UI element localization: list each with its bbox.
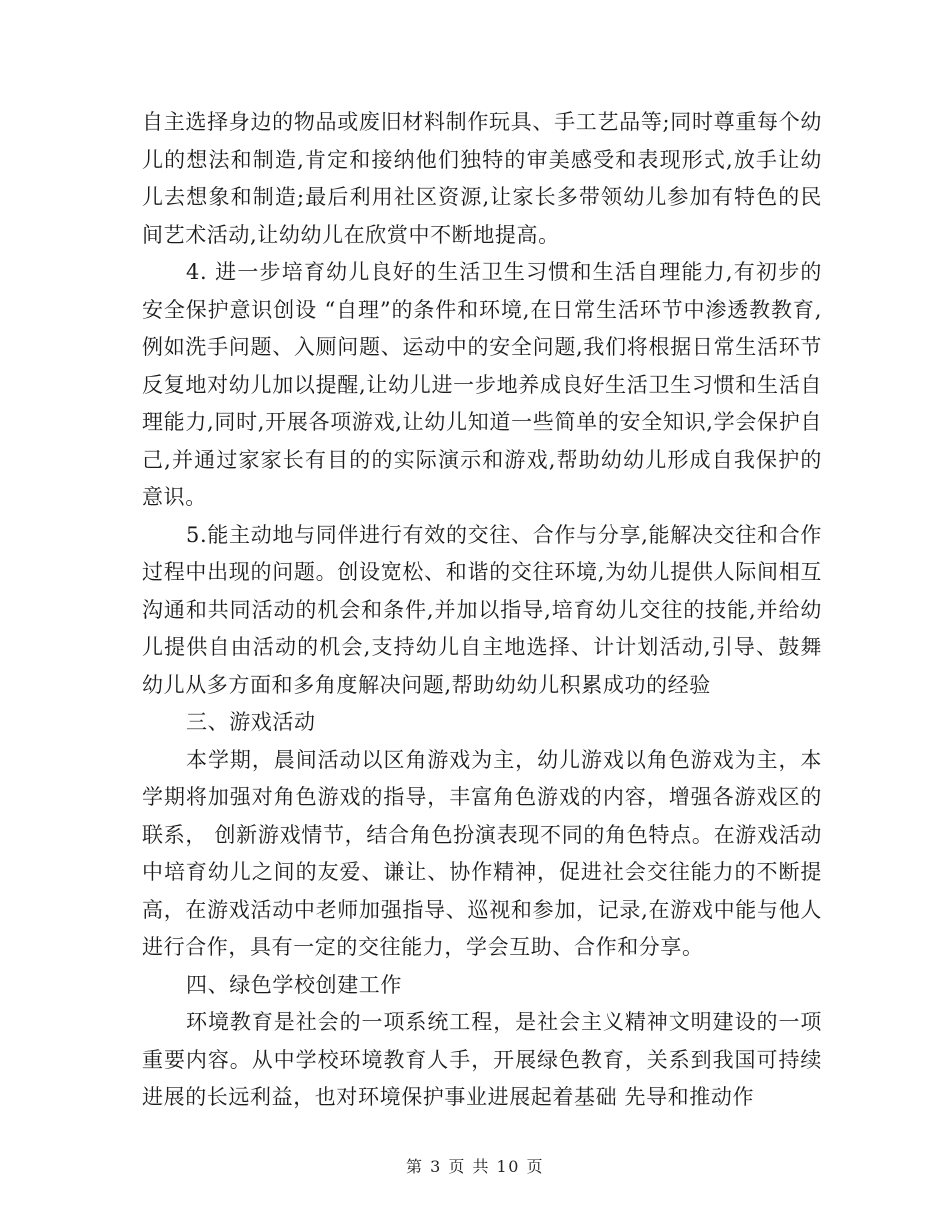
paragraph-continuation: 自主选择身边的物品或废旧材料制作玩具、手工艺品等;同时尊重每个幼儿的想法和制造,肯定和接纳他们独特的审美感受和表现形式,放手让幼儿去想象和制造;最后利用社区资源,让家长多带领幼儿参加有特色的民间艺术活动,让幼幼儿在欣赏中不断地提高。	[142, 110, 822, 247]
paragraph-item-4: 4. 进一步培育幼儿良好的生活卫生习惯和生活自理能力,有初步的安全保护意识创设 “自理”的条件和环境,在日常生活环节中渗透教教育,例如洗手问题、入厕问题、运动中的安全问题,我们将根据日常生活环节反复地对幼儿加以提醒,让幼儿进一步地养成良好生活卫生习惯和生活自理能力,同时,开展各项游戏,让幼儿知道一些简单的安全知识,学会保护自己,并通过家家长有目的的实际演示和游戏,帮助幼幼儿形成自我保护的意识。	[142, 260, 822, 509]
paragraph-item-5: 5.能主动地与同伴进行有效的交往、合作与分享,能解决交往和合作过程中出现的问题。创设宽松、和谐的交往环境,为幼儿提供人际间相互沟通和共同活动的机会和条件,并加以指导,培育幼儿交往的技能,并给幼儿提供自由活动的机会,支持幼儿自主地选择、计计划活动,引导、鼓舞幼儿从多方面和多角度解决问题,帮助幼幼儿积累成功的经验	[142, 522, 822, 697]
section-heading-game-activities: 三、游戏活动	[186, 710, 316, 734]
paragraph-green-school: 环境教育是社会的一项系统工程，是社会主义精神文明建设的一项重要内容。从中学校环境教育人手，开展绿色教育，关系到我国可持续进展的长远利益，也对环境保护事业进展起着基础 先导和推动作	[142, 1010, 822, 1109]
document-body	[142, 104, 822, 1117]
section-heading-green-school: 四、绿色学校创建工作	[186, 972, 402, 997]
page-number-footer: 第 3 页 共 10 页	[406, 1157, 544, 1176]
paragraph-game-activities: 本学期，晨间活动以区角游戏为主，幼儿游戏以角色游戏为主，本学期将加强对角色游戏的指导，丰富角色游戏的内容，增强各游戏区的联系， 创新游戏情节，结合角色扮演表现不同的角色特点。在游戏活动中培育幼儿之间的友爱、谦让、协作精神，促进社会交往能力的不断提高，在游戏活动中老师加强指导、巡视和参加，记录,在游戏中能与他人进行合作，具有一定的交往能力，学会互助、合作和分享。	[142, 747, 822, 959]
